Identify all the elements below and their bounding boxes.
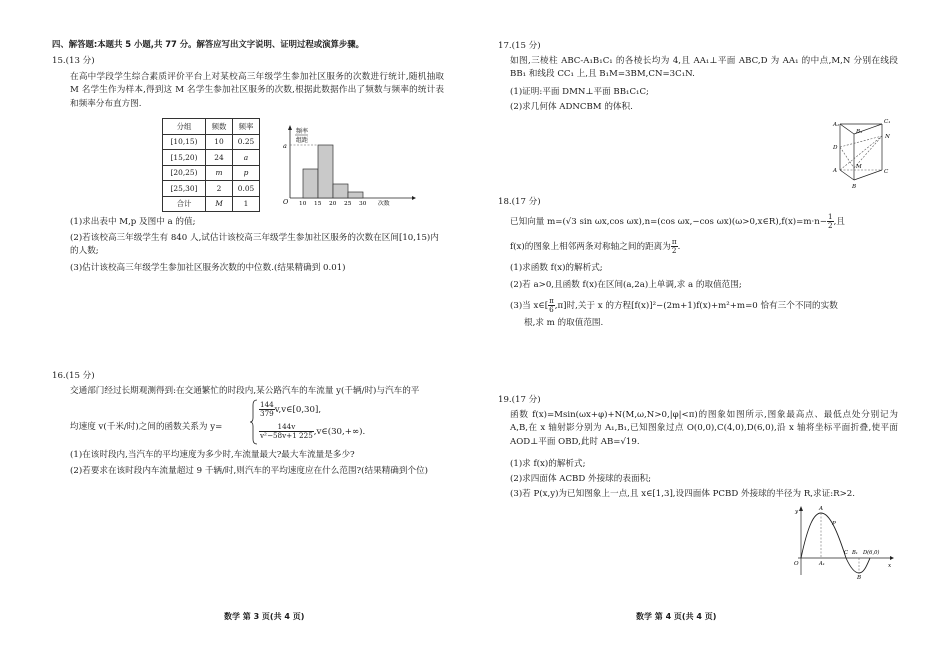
piecewise-brace [250,399,258,445]
x-tick: 10 [299,201,307,206]
q19-item-1: (1)求 f(x)的解析式; [510,459,586,469]
table-row [163,150,260,166]
table-cell: p [233,165,260,181]
label-p: P [832,521,836,527]
label-b1: B₁ [852,550,858,556]
label-a1: A₁ [833,122,840,128]
table-cell: 0.05 [233,181,260,197]
q16-header: 16.(15 分) [52,371,95,381]
fraction-denominator: 2 [671,245,677,255]
table-cell: a [233,150,260,166]
y-axis-arrow [288,125,292,130]
q18-header: 18.(17 分) [498,197,541,207]
x-axis-arrow [412,196,416,200]
q15-item-1: (1)求出表中 M,p 及图中 a 的值; [70,217,196,227]
label-b: B [852,184,857,190]
label-b1: B₁ [856,129,863,135]
right-page [498,0,898,655]
histogram-bar-15-20 [318,145,333,198]
label-b: B [857,575,862,579]
label-a1: A₁ [819,561,825,567]
fraction-numerator: π [549,296,554,305]
table-row [163,134,260,150]
q19-item-3: (3)若 P(x,y)为已知图象上一点,且 x∈[1,3],设四面体 PCBD 外接球的半径为 R,求证:R>2. [510,489,855,499]
q17-stem: 如图,三棱柱 ABC-A₁B₁C₁ 的各棱长均为 4,且 AA₁⊥平面 ABC,D 为 AA₁ 的中点,M,N 分别在线段 BB₁ 和线段 CC₁ 上,且 B₁M=3BM,CN=3C₁N. [510,56,898,80]
table-cell: m [206,165,233,181]
ylabel-bottom: 组距 [296,137,309,144]
fraction-numerator: 1 [827,212,833,221]
table-row [163,181,260,197]
origin-label: O [283,198,289,206]
label-o: O [794,561,799,567]
q19-graph-figure [788,503,898,579]
table-cell: 0.25 [233,134,260,150]
q19-stem: 函数 f(x)=Msin(ωx+φ)+N(M,ω,N>0,|φ|<π)的图象如图所示,图象最高点、最低点处分别记为 A,B,在 x 轴射影分别为 A₁,B₁,已知图象过点 O(0,0),C(4,0),D(6,0),沿 x 轴将坐标平面折叠,使平面 AOD⊥平面 OBD,此时 AB=√19. [510,410,898,447]
table-cell: 合计 [163,196,206,212]
label-y: y [795,509,799,515]
pi-half-fraction [671,238,678,255]
x-tick: 20 [329,201,337,206]
label-a: A [833,168,838,174]
q18-item-2: (2)若 a>0,且函数 f(x)在区间(a,2a)上单调,求 a 的取值范围; [510,280,742,290]
q15-histogram [280,122,420,206]
label-c: C [844,550,848,556]
pi-sixth-fraction [548,297,555,314]
q18-stem2-tail: . [677,241,681,252]
fraction-numerator: 144v [259,423,314,432]
fraction-numerator: 144 [260,400,274,409]
q16-item-1: (1)在该时段内,当汽车的平均速度为多少时,车流量最大?最大车流量是多少? [70,450,355,460]
histogram-bar-10-15 [303,169,318,198]
q16-piece-2 [259,423,365,440]
q18-item-1: (1)求函数 f(x)的解析式; [510,263,603,273]
histogram-bar-25-30 [348,192,363,198]
piece2-tail: ,v∈(30,+∞). [313,426,366,437]
table-row [163,165,260,181]
q16-item-2: (2)若要求在该时段内车流量超过 9 千辆/时,则汽车的平均速度应在什么范围?(结果精确到个位) [70,466,429,476]
table-cell: [10,15) [163,134,206,150]
piece1-fraction [259,401,275,418]
label-n: N [885,134,890,140]
piece2-fraction [259,423,314,440]
ylabel-top: 频率 [296,128,309,135]
fraction-denominator: 6 [549,304,554,314]
half-fraction [827,213,834,230]
x-tick: 15 [314,201,322,206]
fraction-denominator: v²−58v+1 225 [260,430,313,440]
label-x: x [888,563,892,569]
q15-header: 15.(13 分) [52,56,95,66]
q18-item3-text: ,π]时,关于 x 的方程[f(x)]²−(2m+1)f(x)+m²+m=0 恰有三个不同的实数 [554,300,838,311]
label-c: C [884,169,889,175]
fraction-numerator: π [671,237,677,246]
a-label: a [283,142,287,150]
label-d: D(6,0) [863,550,880,556]
footer-right: 数学 第 4 页(共 4 页) [636,612,717,621]
footer-left: 数学 第 3 页(共 4 页) [224,612,305,621]
table-cell: [25,30] [163,181,206,197]
table-header: 频率 [233,119,260,135]
table-cell: [15,20) [163,150,206,166]
q18-stem-tail: ,且 [833,216,845,227]
q18-item3-text: (3)当 x∈[ [510,300,549,311]
fraction-denominator: 2 [827,220,833,230]
label-d: D [833,145,838,151]
q18-stem-line2 [510,238,680,255]
table-row [163,196,260,212]
q16-piece-1 [259,401,321,418]
q16-stem-line2: 均速度 v(千米/时)之间的函数关系为 y= [70,422,223,432]
label-m: M [856,164,862,170]
q15-stem: 在高中学段学生综合素质评价平台上对某校高三年级学生参加社区服务的次数进行统计,随机抽取 M 名学生作为样本,得到这 M 名学生参加社区服务的次数,根据此数据作出了频数与频率的统计表和频率分布直方图. [70,72,444,109]
histogram-bar-20-25 [333,184,348,198]
x-tick: 30 [359,201,367,206]
table-cell: 24 [206,150,233,166]
q18-stem [510,213,845,230]
q15-item-2: (2)若该校高三年级学生有 840 人,试估计该校高三年级学生参加社区服务的次数在区间[10,15)内的人数; [70,233,439,257]
x-axis-label: 次数 [378,201,390,206]
x-tick: 25 [344,201,352,206]
piece1-tail: v,v∈[0,30], [274,404,322,415]
table-cell: 2 [206,181,233,197]
fraction-denominator: 379 [260,408,274,418]
q19-item-2: (2)求四面体 ACBD 外接球的表面积; [510,474,652,484]
label-c1: C₁ [884,119,891,125]
section-heading: 四、解答题:本题共 5 小题,共 77 分。解答应写出文字说明、证明过程或演算步骤。 [52,39,365,49]
q18-item-3 [510,297,838,314]
table-header: 分组 [163,119,206,135]
table-cell: 10 [206,134,233,150]
q17-item-2: (2)求几何体 ADNCBM 的体积. [510,102,633,112]
q15-item-3: (3)估计该校高三年级学生参加社区服务次数的中位数.(结果精确到 0.01) [70,263,346,273]
q18-stem-text: 已知向量 m=(√3 sin ωx,cos ωx),n=(cos ωx,−cos ωx)(ω>0,x∈R),f(x)=m·n− [510,216,827,227]
table-header: 频数 [206,119,233,135]
q15-frequency-table [162,118,260,212]
table-cell: 1 [233,196,260,212]
table-cell: M [206,196,233,212]
table-header-row [163,119,260,135]
left-page [52,0,444,655]
q19-header: 19.(17 分) [498,395,541,405]
q17-prism-figure [830,114,898,190]
q16-stem: 交通部门经过长期观测得到:在交通繁忙的时段内,某公路汽车的车流量 y(千辆/时)与汽车的平 [70,386,420,396]
label-a: A [819,506,824,512]
q18-item-3-cont: 根,求 m 的取值范围. [524,318,604,328]
q17-item-1: (1)证明:平面 DMN⊥平面 BB₁C₁C; [510,87,649,97]
q17-header: 17.(15 分) [498,41,541,51]
q18-stem2-text: f(x)的图象上相邻两条对称轴之间的距离为 [510,241,671,252]
table-cell: [20,25) [163,165,206,181]
